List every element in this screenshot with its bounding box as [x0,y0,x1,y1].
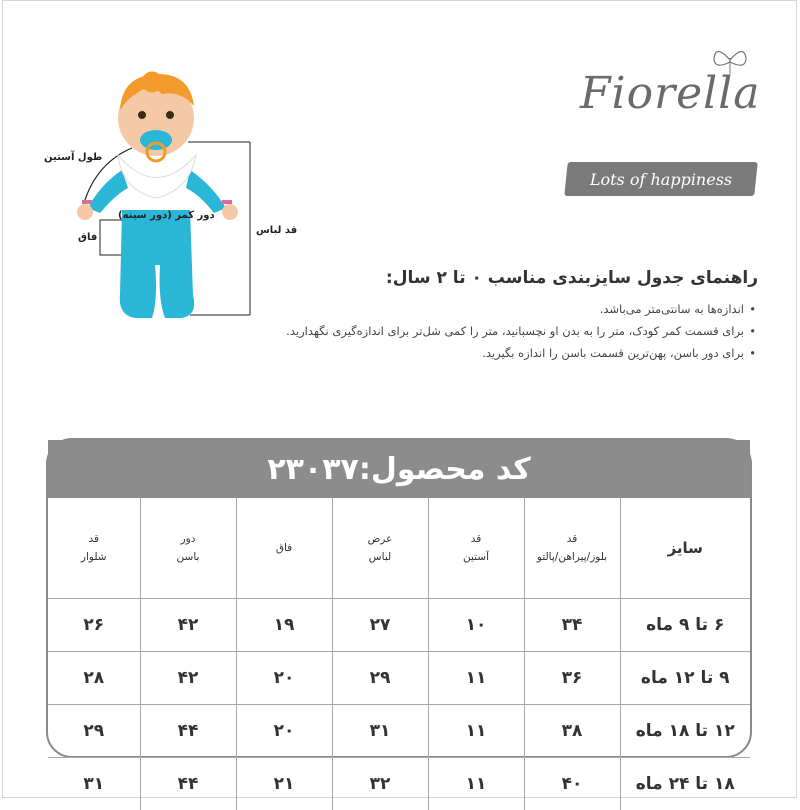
column-header-top-length: قد بلوز/پیراهن/پالتو [524,498,620,599]
table-cell: ۱۱ [428,758,524,810]
table-cell: ۴۴ [140,705,236,758]
table-cell: ۱۹ [236,599,332,652]
guide-note: • برای دور باسن، پهن‌ترین قسمت باسن را اندازه بگیرید. [198,342,744,364]
table-cell: ۲۸ [48,652,140,705]
column-header-crotch: فاق [236,498,332,599]
column-header-width: عرض لباس [332,498,428,599]
guide-note: • اندازه‌ها به سانتی‌متر می‌باشد. [198,298,744,320]
table-cell: ۳۴ [524,599,620,652]
guide-note: • برای قسمت کمر کودک، متر را به بدن او نچسبانید، متر را کمی شل‌تر برای اندازه‌گیری نگهدارید. [198,320,744,342]
table-cell-size: ۹ تا ۱۲ ماه [620,652,750,705]
label-garment-length: قد لباس [256,225,297,236]
label-sleeve-length: طول آستین [44,152,102,163]
table-cell: ۲۷ [332,599,428,652]
table-cell: ۲۶ [48,599,140,652]
table-cell: ۲۹ [48,705,140,758]
table-cell: ۱۱ [428,652,524,705]
size-guide [198,268,758,364]
column-header-pants-length: قد شلوار [48,498,140,599]
table-cell: ۳۲ [332,758,428,810]
table-cell: ۴۲ [140,599,236,652]
table-cell: ۴۴ [140,758,236,810]
table-cell: ۲۰ [236,705,332,758]
table-cell-size: ۱۲ تا ۱۸ ماه [620,705,750,758]
brand-logo [560,40,770,210]
table-header-row [48,498,750,599]
table-cell: ۲۰ [236,652,332,705]
table-cell: ۲۱ [236,758,332,810]
table-cell: ۱۰ [428,599,524,652]
column-header-hip: دور باسن [140,498,236,599]
table-cell: ۲۹ [332,652,428,705]
brand-tagline-banner [564,162,758,196]
table-row [48,705,750,758]
brand-name: Fiorella [580,68,761,119]
table-row [48,599,750,652]
table-cell: ۴۰ [524,758,620,810]
column-header-sleeve-length: قد آستین [428,498,524,599]
table-cell: ۳۸ [524,705,620,758]
brand-tagline: Lots of happiness [566,162,756,196]
table-cell: ۳۱ [48,758,140,810]
size-table-card [46,438,752,758]
label-crotch: فاق [78,232,97,243]
table-cell: ۴۲ [140,652,236,705]
table-cell: ۳۱ [332,705,428,758]
table-cell-size: ۶ تا ۹ ماه [620,599,750,652]
label-chest-waist: دور کمر (دور سینه) [118,210,215,221]
guide-title: راهنمای جدول سایزبندی مناسب ۰ تا ۲ سال: [198,268,758,288]
product-code-header: کد محصول:۲۳۰۳۷ [48,440,750,498]
size-table [48,498,750,810]
table-row [48,652,750,705]
table-cell: ۳۶ [524,652,620,705]
table-cell-size: ۱۸ تا ۲۴ ماه [620,758,750,810]
table-row [48,758,750,810]
column-header-size: سایز [620,498,750,599]
guide-notes [198,298,758,364]
table-cell: ۱۱ [428,705,524,758]
